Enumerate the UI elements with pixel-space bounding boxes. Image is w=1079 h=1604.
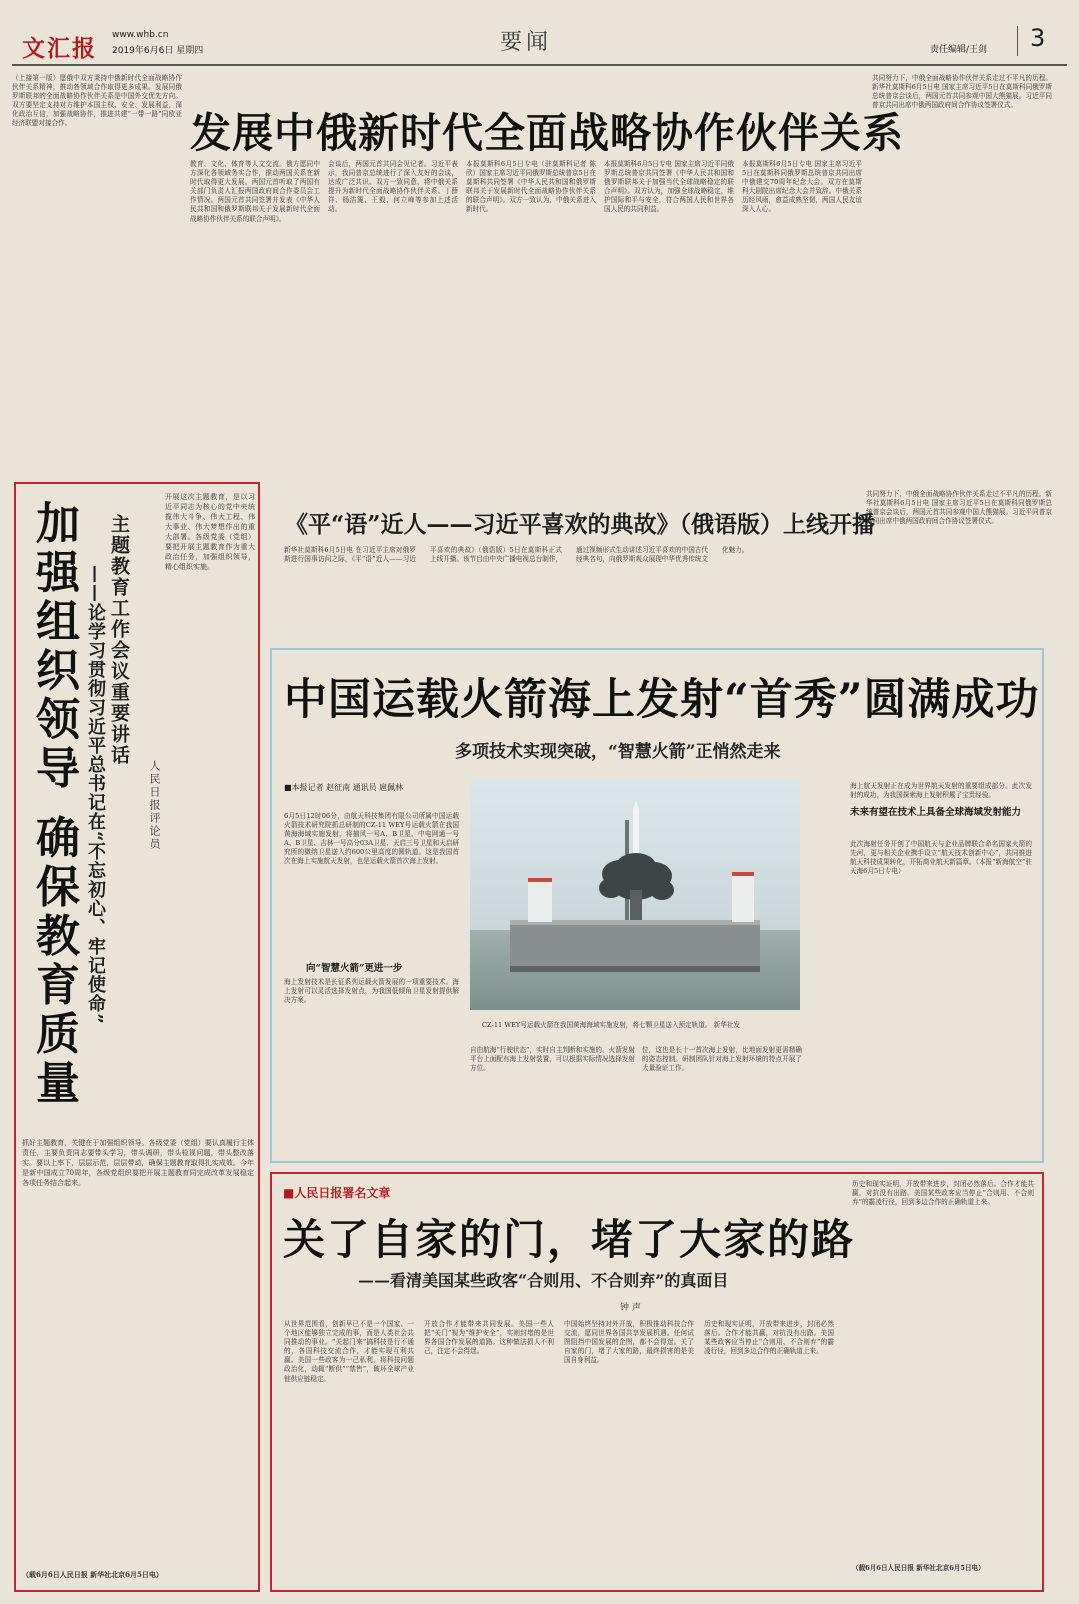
- rocket-lower-col-b: 位，这也是长十一首次海上发射，比地面发射更需精确的姿态控制。研制团队针对海上发射环境的特点开展了大量验证工作。: [642, 1046, 802, 1073]
- dictum-headline: 《平“语”近人——习近平喜欢的典故》（俄语版）上线开播: [285, 511, 875, 538]
- section-title: 要闻: [500, 30, 553, 55]
- lead-intro-column: （上接第一版）愿俄中双方秉持中俄新时代全面战略协作伙伴关系精神，推动各领域合作取得更多成果。发展同俄罗斯联邦的全面战略协作伙伴关系是中国外交优先方向。双方要坚定支持对方维护本国主权、安全、发展利益，深化政治互信，加强战略协作，推进共建“一带一路”同欧亚经济联盟对接合作。: [12, 74, 182, 128]
- rocket-photo-caption: CZ-11 WEY号运载火箭在我国黄海海域实施发射，将七颗卫星送入预定轨道。 新华社发: [482, 1021, 740, 1029]
- lead-column-d: 本报莫斯科6月5日专电 国家主席习近平同俄罗斯总统普京共同签署《中华人民共和国和俄罗斯联邦关于加强当代全球战略稳定的联合声明》。双方认为，加强全球战略稳定，维护国际和平与安全，符合两国人民和世界各国人民的共同利益。: [604, 160, 734, 214]
- opinion-headline: 关了自家的门，堵了大家的路: [283, 1215, 856, 1264]
- issue-date: 2019年6月6日 星期四: [112, 46, 204, 56]
- editor-credit: 责任编辑/王剑: [930, 45, 988, 55]
- platform-tower-left: [528, 878, 552, 922]
- page-number: 3: [1030, 24, 1046, 52]
- lead-headline: 发展中俄新时代全面战略协作伙伴关系: [190, 109, 904, 157]
- website-url: www.whb.cn: [112, 30, 169, 40]
- rocket-headline: 中国运载火箭海上发射“首秀”圆满成功: [284, 675, 1040, 725]
- lead-column-e: 本报莫斯科6月5日专电 国家主席习近平5日在莫斯科同俄罗斯总统普京共同出席中俄建交70周年纪念大会。双方在莫斯科大剧院出席纪念大会并致辞。中俄关系历经风雨，愈益成熟坚韧，两国人民友谊深入人心。: [742, 160, 862, 214]
- opinion-col4: 历史和现实证明，开放带来进步，封闭必然落后。合作才能共赢，对抗没有出路。美国某些政客应当停止“合则用、不合则弃”的霸凌行径，回到多边合作的正确轨道上来。: [704, 1320, 834, 1356]
- commentary-subtitle-1: 主题教育工作会议重要讲话: [108, 514, 130, 766]
- commentary-lower-text: 抓好主题教育，关键在于加强组织领导。各级党委（党组）要认真履行主体责任，主要负责同志要带头学习，带头调研，带头检视问题，带头整改落实。要以上率下，层层示范，层层带动，确保主题教育取得扎实成效。今年是新中国成立70周年，各级党组织要把开展主题教育同完成改革发展稳定各项任务结合起来。: [22, 1139, 254, 1187]
- commentary-subtitle-2: ——论学习贯彻习近平总书记在“不忘初心、牢记使命”: [85, 565, 106, 1025]
- opinion-footer: （载6月6日人民日报 新华社北京6月5日电）: [852, 1564, 985, 1572]
- lead-continued: 共同努力下，中俄全面战略协作伙伴关系走过不平凡的历程。新华社莫斯科6月5日电 国家主席习近平5日在莫斯科同俄罗斯总统普京会谈后，两国元首共同参观中国大熊猫展。习近平同普京共同出席中俄两国政府间合作协议签署仪式。: [866, 490, 1052, 526]
- header-separator: [1017, 26, 1018, 56]
- opinion-col2: 开放合作才能带来共同发展。美国一些人把“关门”视为“维护安全”，实则封堵的是世界各国合作发展的道路。这种做法损人不利己，注定不会得逞。: [424, 1320, 554, 1356]
- opinion-tag: ■人民日报署名文章: [283, 1186, 391, 1200]
- commentary-upper-text: 开展这次主题教育，是以习近平同志为核心的党中央统揽伟大斗争、伟大工程、伟大事业、伟大梦想作出的重大部署。各级党委（党组）要把开展主题教育作为重大政治任务，加强组织领导，精心组织实施。: [165, 493, 255, 571]
- opinion-col5: 历史和现实证明，开放带来进步，封闭必然落后。合作才能共赢，对抗没有出路。美国某些政客应当停止“合则用、不合则弃”的霸凌行径，回到多边合作的正确轨道上来。: [852, 1180, 1034, 1207]
- rocket-section-heading-1: 向“智慧火箭”更进一步: [306, 963, 403, 974]
- opinion-subheadline: ——看清美国某些政客“合则用、不合则弃”的真面目: [358, 1271, 729, 1290]
- rocket-lower-col-a: 自由航海“行驶状态”，实时自主判断和实施的。火箭发射平台上面配有海上发射装置，可以根据实际情况选择发射方位。: [470, 1046, 635, 1073]
- commentary-byline: 人民日报评论员: [148, 760, 161, 851]
- launch-platform: [510, 920, 760, 972]
- platform-tower-right: [732, 872, 754, 922]
- dictum-text: 新华社莫斯科6月5日电 在习近平主席对俄罗斯进行国事访问之际，《平“语”近人——习近平喜欢的典故》（俄语版）5日在莫斯科正式上线开播。该节目由中央广播电视总台制作，通过视频形式生动讲述习近平喜欢的中国古代经典名句，向俄罗斯观众展现中华优秀传统文化魅力。: [284, 546, 749, 564]
- rocket-col1: 6月5日12时06分，由航天科技集团有限公司所属中国运载火箭技术研究院抓总研制的CZ-11 WEY号运载火箭在我国黄海海域实施发射，将捕风一号A、B卫星、中电网通一号A、B卫星、吉林一号高分03A卫星、天启三号卫星和天启研究所的微纳卫星送入约600公里高度的圆轨道。这是我国首次在海上实施航天发射，也是运载火箭首次海上发射。: [284, 812, 459, 866]
- commentary-headline: 加强组织领导 确保教育质量: [28, 500, 79, 1109]
- smoke-column: [630, 890, 642, 920]
- rocket-launch-photo: [470, 780, 800, 1010]
- opinion-author: 钟 声: [620, 1303, 641, 1313]
- rocket-subheadline: 多项技术实现突破，“智慧火箭”正悄然走来: [455, 742, 781, 762]
- rocket-section-heading-2: 未来有望在技术上具备全球海域发射能力: [850, 807, 1022, 818]
- lead-column-a: 教育、文化、体育等人文交流。俄方愿同中方深化各领域务实合作，推动两国关系在新时代取得更大发展。两国元首听取了两国有关部门负责人汇报两国政府间合作委员会工作情况。两国元首共同签署并发表《中华人民共和国和俄罗斯联邦关于发展新时代全面战略协作伙伴关系的联合声明》。: [190, 160, 320, 223]
- opinion-col1: 从世界范围看，创新早已不是一个国家、一个地区能够独立完成的事，而是人类社会共同推动的事业。“关起门来”搞科技是行不通的，各国科技交流合作，才能实现互利共赢。美国一些政客为一己私利，将科技问题政治化，动辄“断供”“禁售”，破坏全球产业链供应链稳定。: [284, 1320, 414, 1383]
- rocket-right-col: 海上航天发射正在成为世界航天发射的重要组成部分。此次发射的成功，为我国探索海上发射积累了宝贵经验。: [850, 782, 1032, 800]
- lead-column-b: 会谈后，两国元首共同会见记者。习近平表示，我同普京总统进行了深入友好的会谈，达成广泛共识。双方一致同意，将中俄关系提升为新时代全面战略协作伙伴关系。丁薛祥、杨洁篪、王毅、何立峰等参加上述活动。: [328, 160, 458, 214]
- opinion-col3: 中国始终坚持对外开放，积极推动科技合作交流，愿同世界各国共享发展机遇。任何试图阻挡中国发展的企图，都不会得逞。关了自家的门，堵了大家的路，最终损害的是美国自身利益。: [564, 1320, 694, 1365]
- header-rule: [12, 64, 1067, 66]
- rocket-col1-tail: 海上发射技术是长征系列运载火箭发展的一项重要技术。海上发射可以灵活选择发射点，为我国低倾角卫星发射提供解决方案。: [284, 978, 459, 1005]
- newspaper-logo: 文汇报: [22, 35, 97, 62]
- lead-column-f: 共同努力下，中俄全面战略协作伙伴关系走过不平凡的历程。新华社莫斯科6月5日电 国家主席习近平5日在莫斯科同俄罗斯总统普京会谈后，两国元首共同参观中国大熊猫展。习近平同普京共同出席中俄两国政府间合作协议签署仪式。: [872, 74, 1052, 110]
- rocket-reporters: ■本报记者 赵征南 通讯员 扈佩林: [284, 783, 404, 792]
- commentary-footer: （载6月6日人民日报 新华社北京6月5日电）: [22, 1570, 163, 1579]
- rocket-right-tail: 此次海射任务开创了中国航天与企业品牌联合命名国家火箭的先河，更与相关企业携手设立“航天技术创新中心”，共同推进航天科技成果转化，开拓商业航天新篇章。（本报“新海航空”驻天海6月5日专电）: [850, 840, 1032, 876]
- lead-column-c: 本报莫斯科6月5日专电（驻莫斯科记者 陈欣）国家主席习近平同俄罗斯总统普京5日在莫斯科共同签署《中华人民共和国和俄罗斯联邦关于发展新时代全面战略协作伙伴关系的联合声明》。双方一致认为，中俄关系进入新时代。: [466, 160, 596, 214]
